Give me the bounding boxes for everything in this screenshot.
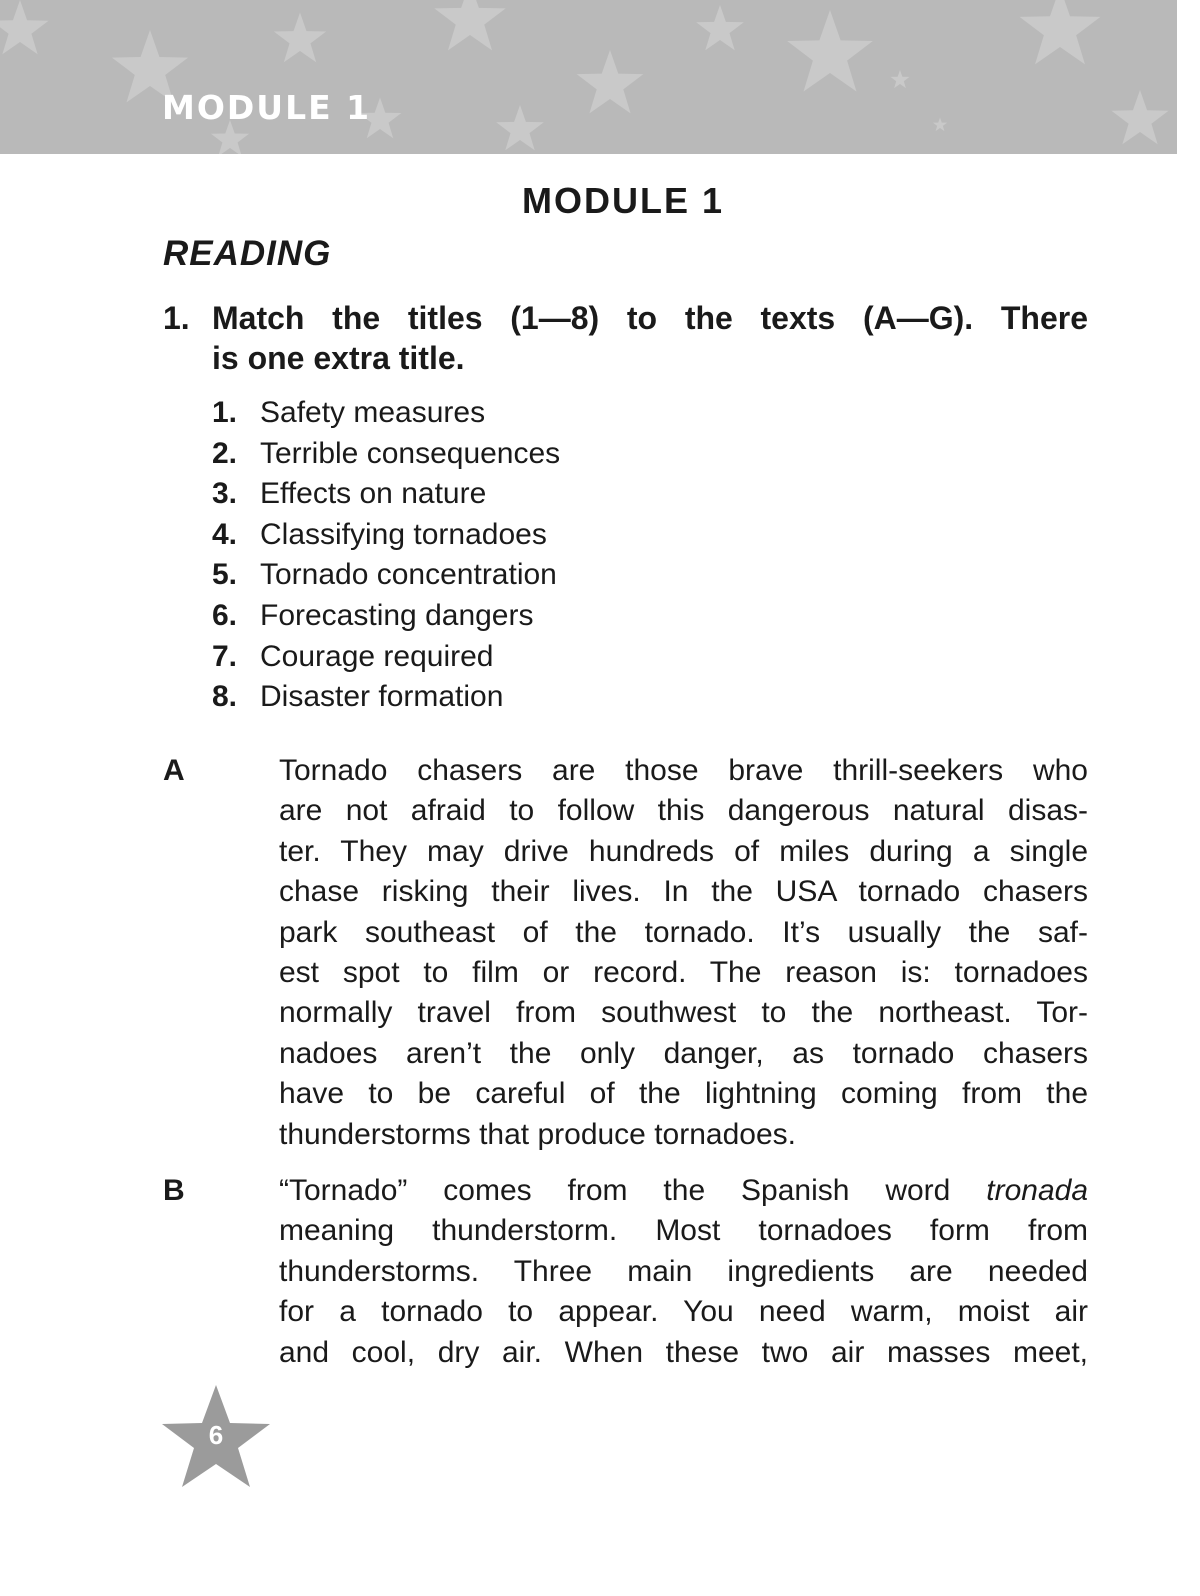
list-item [212,515,560,556]
title-number: 6. [212,598,238,632]
banner-title: MODULE 1 [162,88,372,127]
stars-background-icon [0,0,1177,154]
title-text: Safety measures [260,396,486,429]
list-item [212,637,560,678]
text-line: are not afraid to follow this dangerous natural disas- [279,794,1088,828]
title-text: Classifying tornadoes [260,517,547,551]
title-text: Effects on nature [260,477,487,511]
title-text: Disaster formation [260,680,504,714]
title-number: 3. [212,477,238,511]
text-letter: B [163,1174,185,1207]
task-instruction [163,298,1088,378]
text-line: meaning thunderstorm. Most tornadoes form from [279,1214,1088,1248]
text-body [279,751,1088,1155]
italic-word: tronada [986,1174,1088,1207]
titles-list [212,393,560,718]
text-b [163,1171,1088,1373]
title-text: Courage required [260,639,494,673]
text-line: park southeast of the tornado. It’s usually the saf- [279,915,1088,949]
title-text: Terrible consequences [260,436,561,470]
text-line: for a tornado to appear. You need warm, moist air [279,1295,1088,1329]
list-item [212,677,560,718]
list-item [212,596,560,637]
text-line: thunderstorms. Three main ingredients are needed [279,1254,1088,1288]
text-line [279,1171,1088,1211]
list-item [212,393,560,434]
text-line: have to be careful of the lightning coming from the [279,1077,1088,1111]
title-number: 4. [212,517,238,551]
text-line: chase risking their lives. In the USA tornado chasers [279,875,1088,909]
text-body [279,1171,1088,1373]
title-number: 5. [212,558,238,592]
list-item [212,555,560,596]
text-line: nadoes aren’t the only danger, as tornado chasers [279,1036,1088,1070]
text-line: Tornado chasers are those brave thrill-seekers who [279,754,1088,787]
title-text: Forecasting dangers [260,598,534,632]
list-item [212,474,560,515]
title-number: 7. [212,639,238,673]
text-line: and cool, dry air. When these two air masses meet, [279,1335,1088,1369]
title-number: 1. [212,396,238,429]
task-number: 1. [163,300,190,336]
page-heading: MODULE 1 [521,180,724,221]
title-text: Tornado concentration [260,558,557,592]
section-title: READING [163,234,332,273]
task-text-line-1: Match the titles (1—8) to the texts (A—G). There [212,300,1088,336]
title-number: 8. [212,680,238,714]
text-letter: A [163,754,185,787]
text-a [163,751,1088,1155]
page-number: 6 [208,1420,224,1450]
text-line-start: “Tornado” comes from the Spanish word [279,1174,987,1207]
title-number: 2. [212,436,238,470]
text-line: est spot to film or record. The reason is: tornadoes [279,956,1088,990]
text-line: ter. They may drive hundreds of miles during a single [279,834,1088,868]
module-banner [0,0,1177,154]
list-item [212,434,560,475]
task-text-line-2: is one extra title. [212,340,465,376]
text-line: normally travel from southwest to the northeast. Tor- [279,996,1088,1030]
text-line: thunderstorms that produce tornadoes. [279,1117,796,1151]
